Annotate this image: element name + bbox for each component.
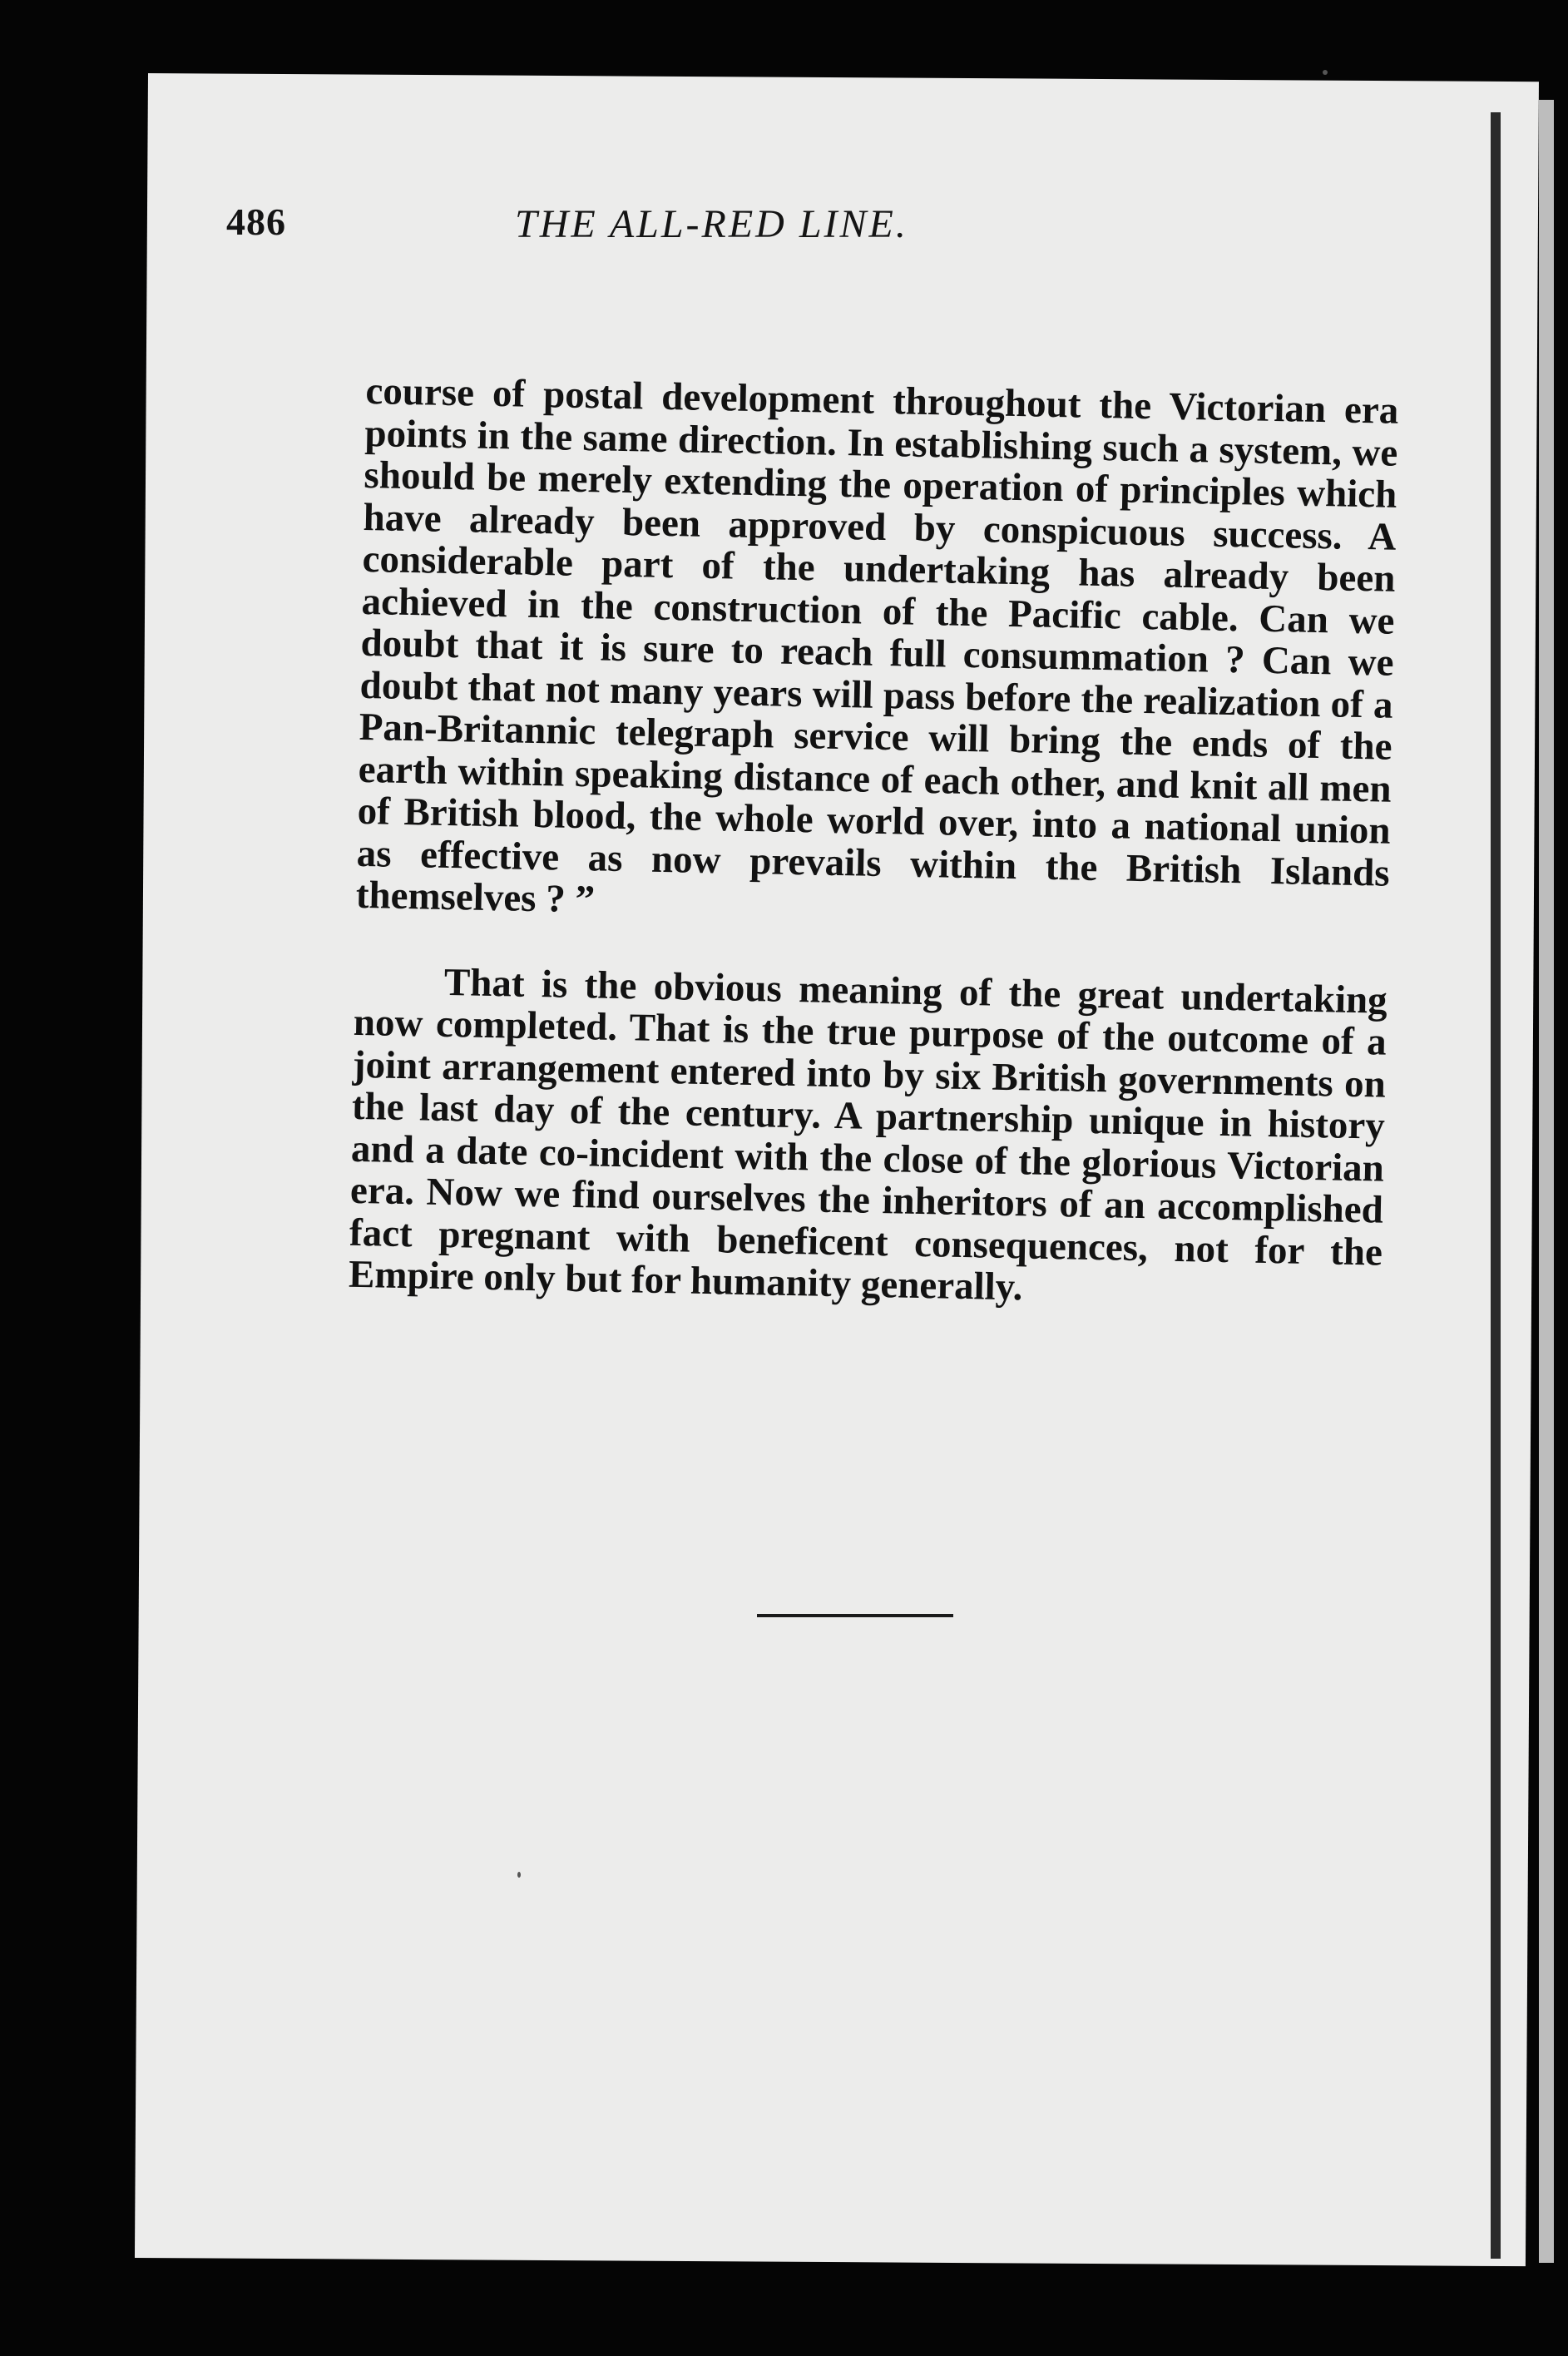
paragraph: course of postal development throughout the Victorian era points in the same direction. In establishing such a system, we should be merely extending the operation of principles which have already been approved by conspicuous success. A considerable part of the undertaking has already been achieved in the construction of the Pacific cable. Can we doubt that it is sure to reach full consummation ? Can we doubt that not many years will pass before the realization of a Pan-Britannic telegraph service will bring the ends of the earth within speaking distance of each other, and knit all men of British blood, the whole world over, into a national union as effective as now prevails within the British Islands themselves ? ”: [355, 369, 1399, 922]
scan-speck: [517, 1872, 521, 1878]
section-end-rule: [757, 1614, 953, 1617]
body-text: [349, 370, 1399, 1315]
scan-speck: [1323, 70, 1328, 75]
paragraph: That is the obvious meaning of the great undertaking now completed. That is the true purpose of the outcome of a joint arrangement entered into by six British governments on the last day of the century. A partnership unique in history and a date co-incident with the close of the glorious Victorian era. Now we find ourselves the inheritors of an accomplished fact pregnant with beneficent consequences, not for the Empire only but for humanity generally.: [348, 960, 1388, 1309]
page-header: [226, 200, 1224, 275]
running-head: THE ALL-RED LINE.: [515, 202, 908, 246]
page-edge: [1539, 100, 1554, 2263]
page-gutter-shadow: [1491, 112, 1501, 2259]
page-number: 486: [226, 200, 286, 243]
